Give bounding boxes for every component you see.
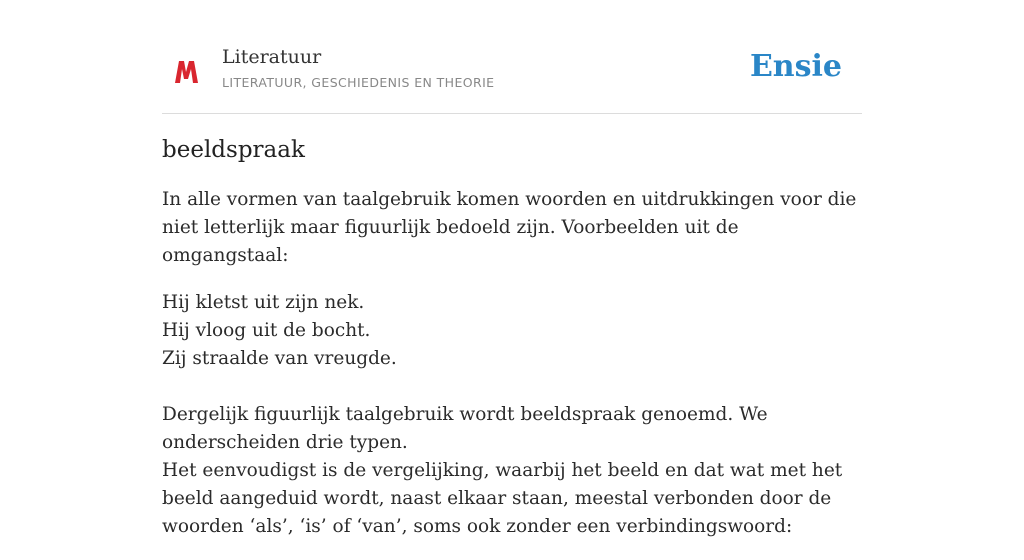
page-title: beeldspraak (162, 137, 305, 163)
source-header (162, 40, 862, 114)
example-list (162, 289, 862, 373)
comparison-paragraph: Het eenvoudigst is de vergelijking, waarbij het beeld en dat wat met het beeld aangeduid wordt, naast elkaar staan, meestal verbonden door de woorden ‘als’, ‘is’ of ‘van’, soms ook zonder een verbindingswoord: (162, 459, 843, 537)
intro-paragraph: In alle vormen van taalgebruik komen woorden en uitdrukkingen voor die niet letterlijk maar figuurlijk bedoeld zijn. Voorbeelden uit de omgangstaal: (162, 188, 857, 266)
example-line: Zij straalde van vreugde. (162, 347, 397, 369)
example-line: Hij kletst uit zijn nek. (162, 291, 365, 313)
source-subtitle: LITERATUUR, GESCHIEDENIS EN THEORIE (222, 75, 495, 90)
definition-paragraph: Dergelijk figuurlijk taalgebruik wordt beeldspraak genoemd. We onderscheiden drie typen. (162, 403, 768, 453)
article (162, 136, 862, 560)
m-logo-icon[interactable] (172, 57, 200, 85)
example-line: Hij vloog uit de bocht. (162, 319, 371, 341)
ensie-brand-logo[interactable]: Ensie (749, 49, 842, 84)
source-title[interactable]: Literatuur (222, 46, 322, 68)
